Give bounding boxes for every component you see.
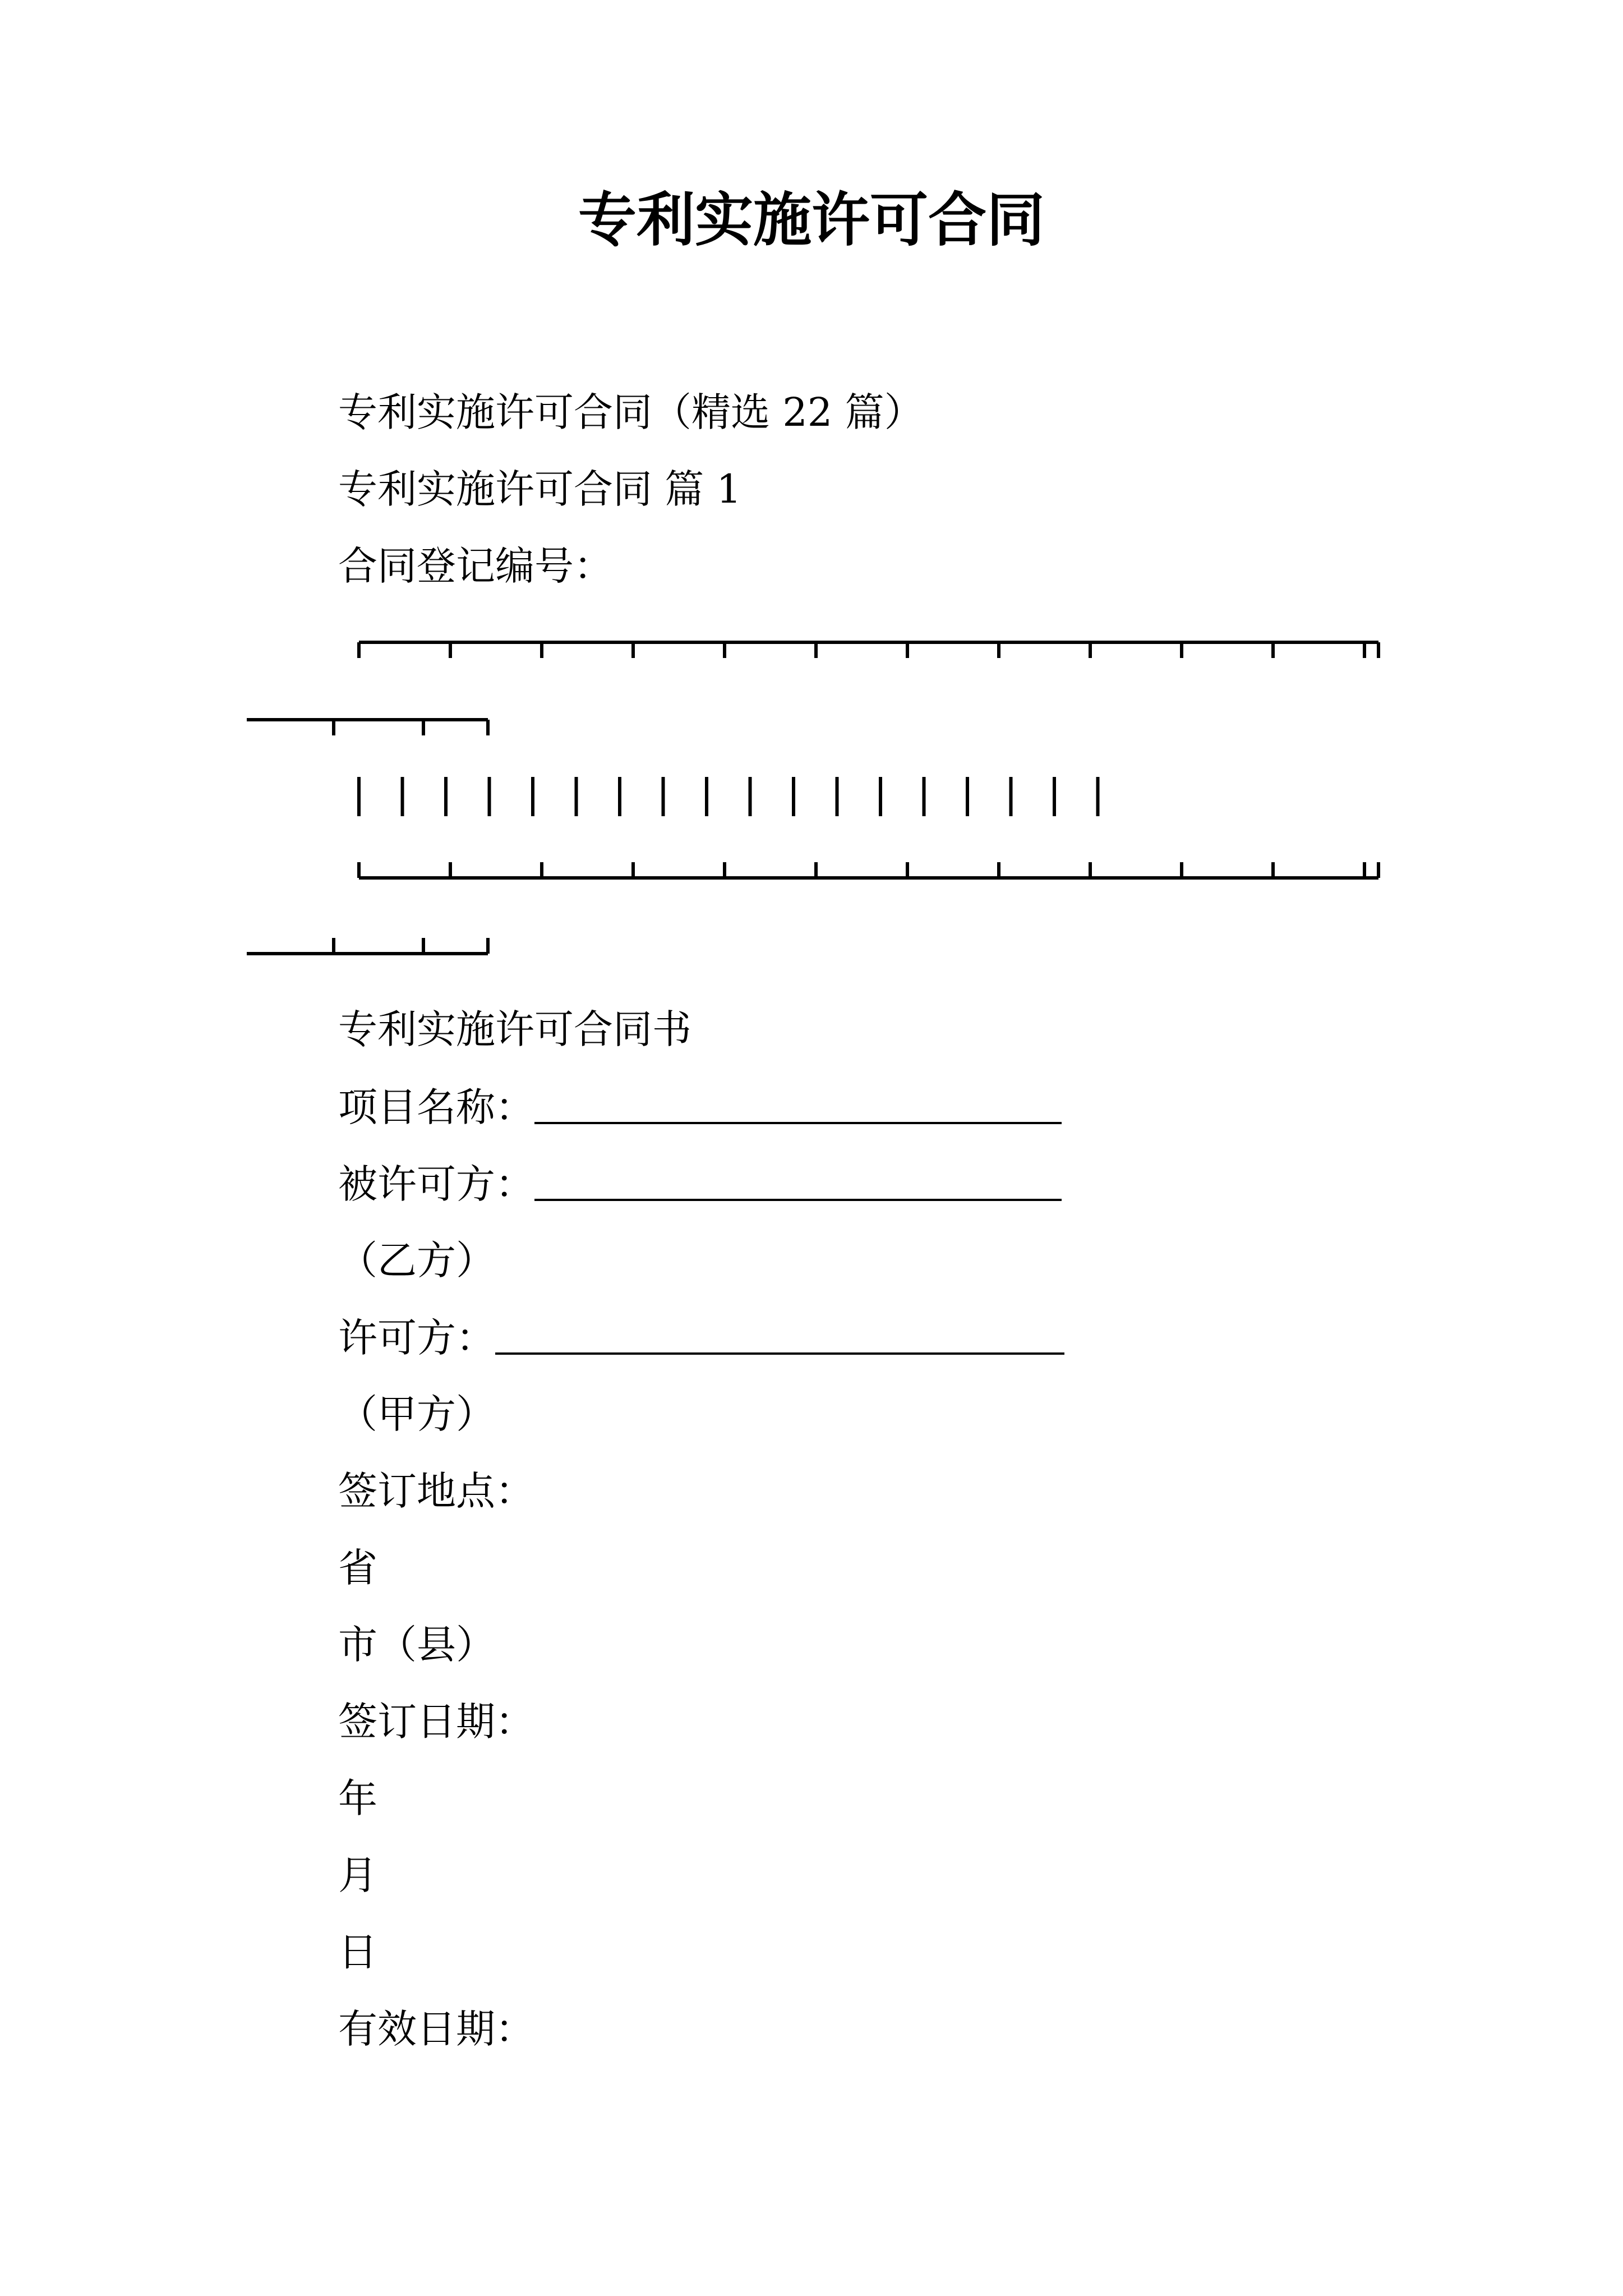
licensee-row <box>338 1161 1062 1207</box>
licensor-row <box>338 1315 1064 1361</box>
month-label: 月 <box>338 1852 377 1898</box>
document-title: 专利实施许可合同 <box>578 185 1045 254</box>
licensor-label: 许可方： <box>338 1315 495 1361</box>
signing-place-label: 签订地点： <box>338 1468 534 1514</box>
province-label: 省 <box>338 1545 377 1591</box>
section-heading: 专利实施许可合同 篇 1 <box>338 466 742 512</box>
party-a-label: （甲方） <box>338 1391 495 1437</box>
registration-number-grid <box>0 0 1623 1010</box>
project-name-blank <box>534 1087 1062 1124</box>
form-title: 专利实施许可合同书 <box>338 1006 691 1052</box>
effective-date-label: 有效日期： <box>338 2006 534 2052</box>
project-name-label: 项目名称： <box>338 1084 534 1130</box>
licensor-blank <box>495 1318 1064 1355</box>
licensee-label: 被许可方： <box>338 1161 534 1207</box>
year-label: 年 <box>338 1775 377 1821</box>
registration-label: 合同登记编号： <box>338 543 613 589</box>
party-b-label: （乙方） <box>338 1237 495 1283</box>
city-label: 市（县） <box>338 1622 495 1668</box>
licensee-blank <box>534 1164 1062 1201</box>
signing-date-label: 签订日期： <box>338 1699 534 1745</box>
day-label: 日 <box>338 1929 377 1975</box>
project-name-row <box>338 1084 1062 1130</box>
document-subtitle: 专利实施许可合同（精选 22 篇） <box>338 389 924 435</box>
